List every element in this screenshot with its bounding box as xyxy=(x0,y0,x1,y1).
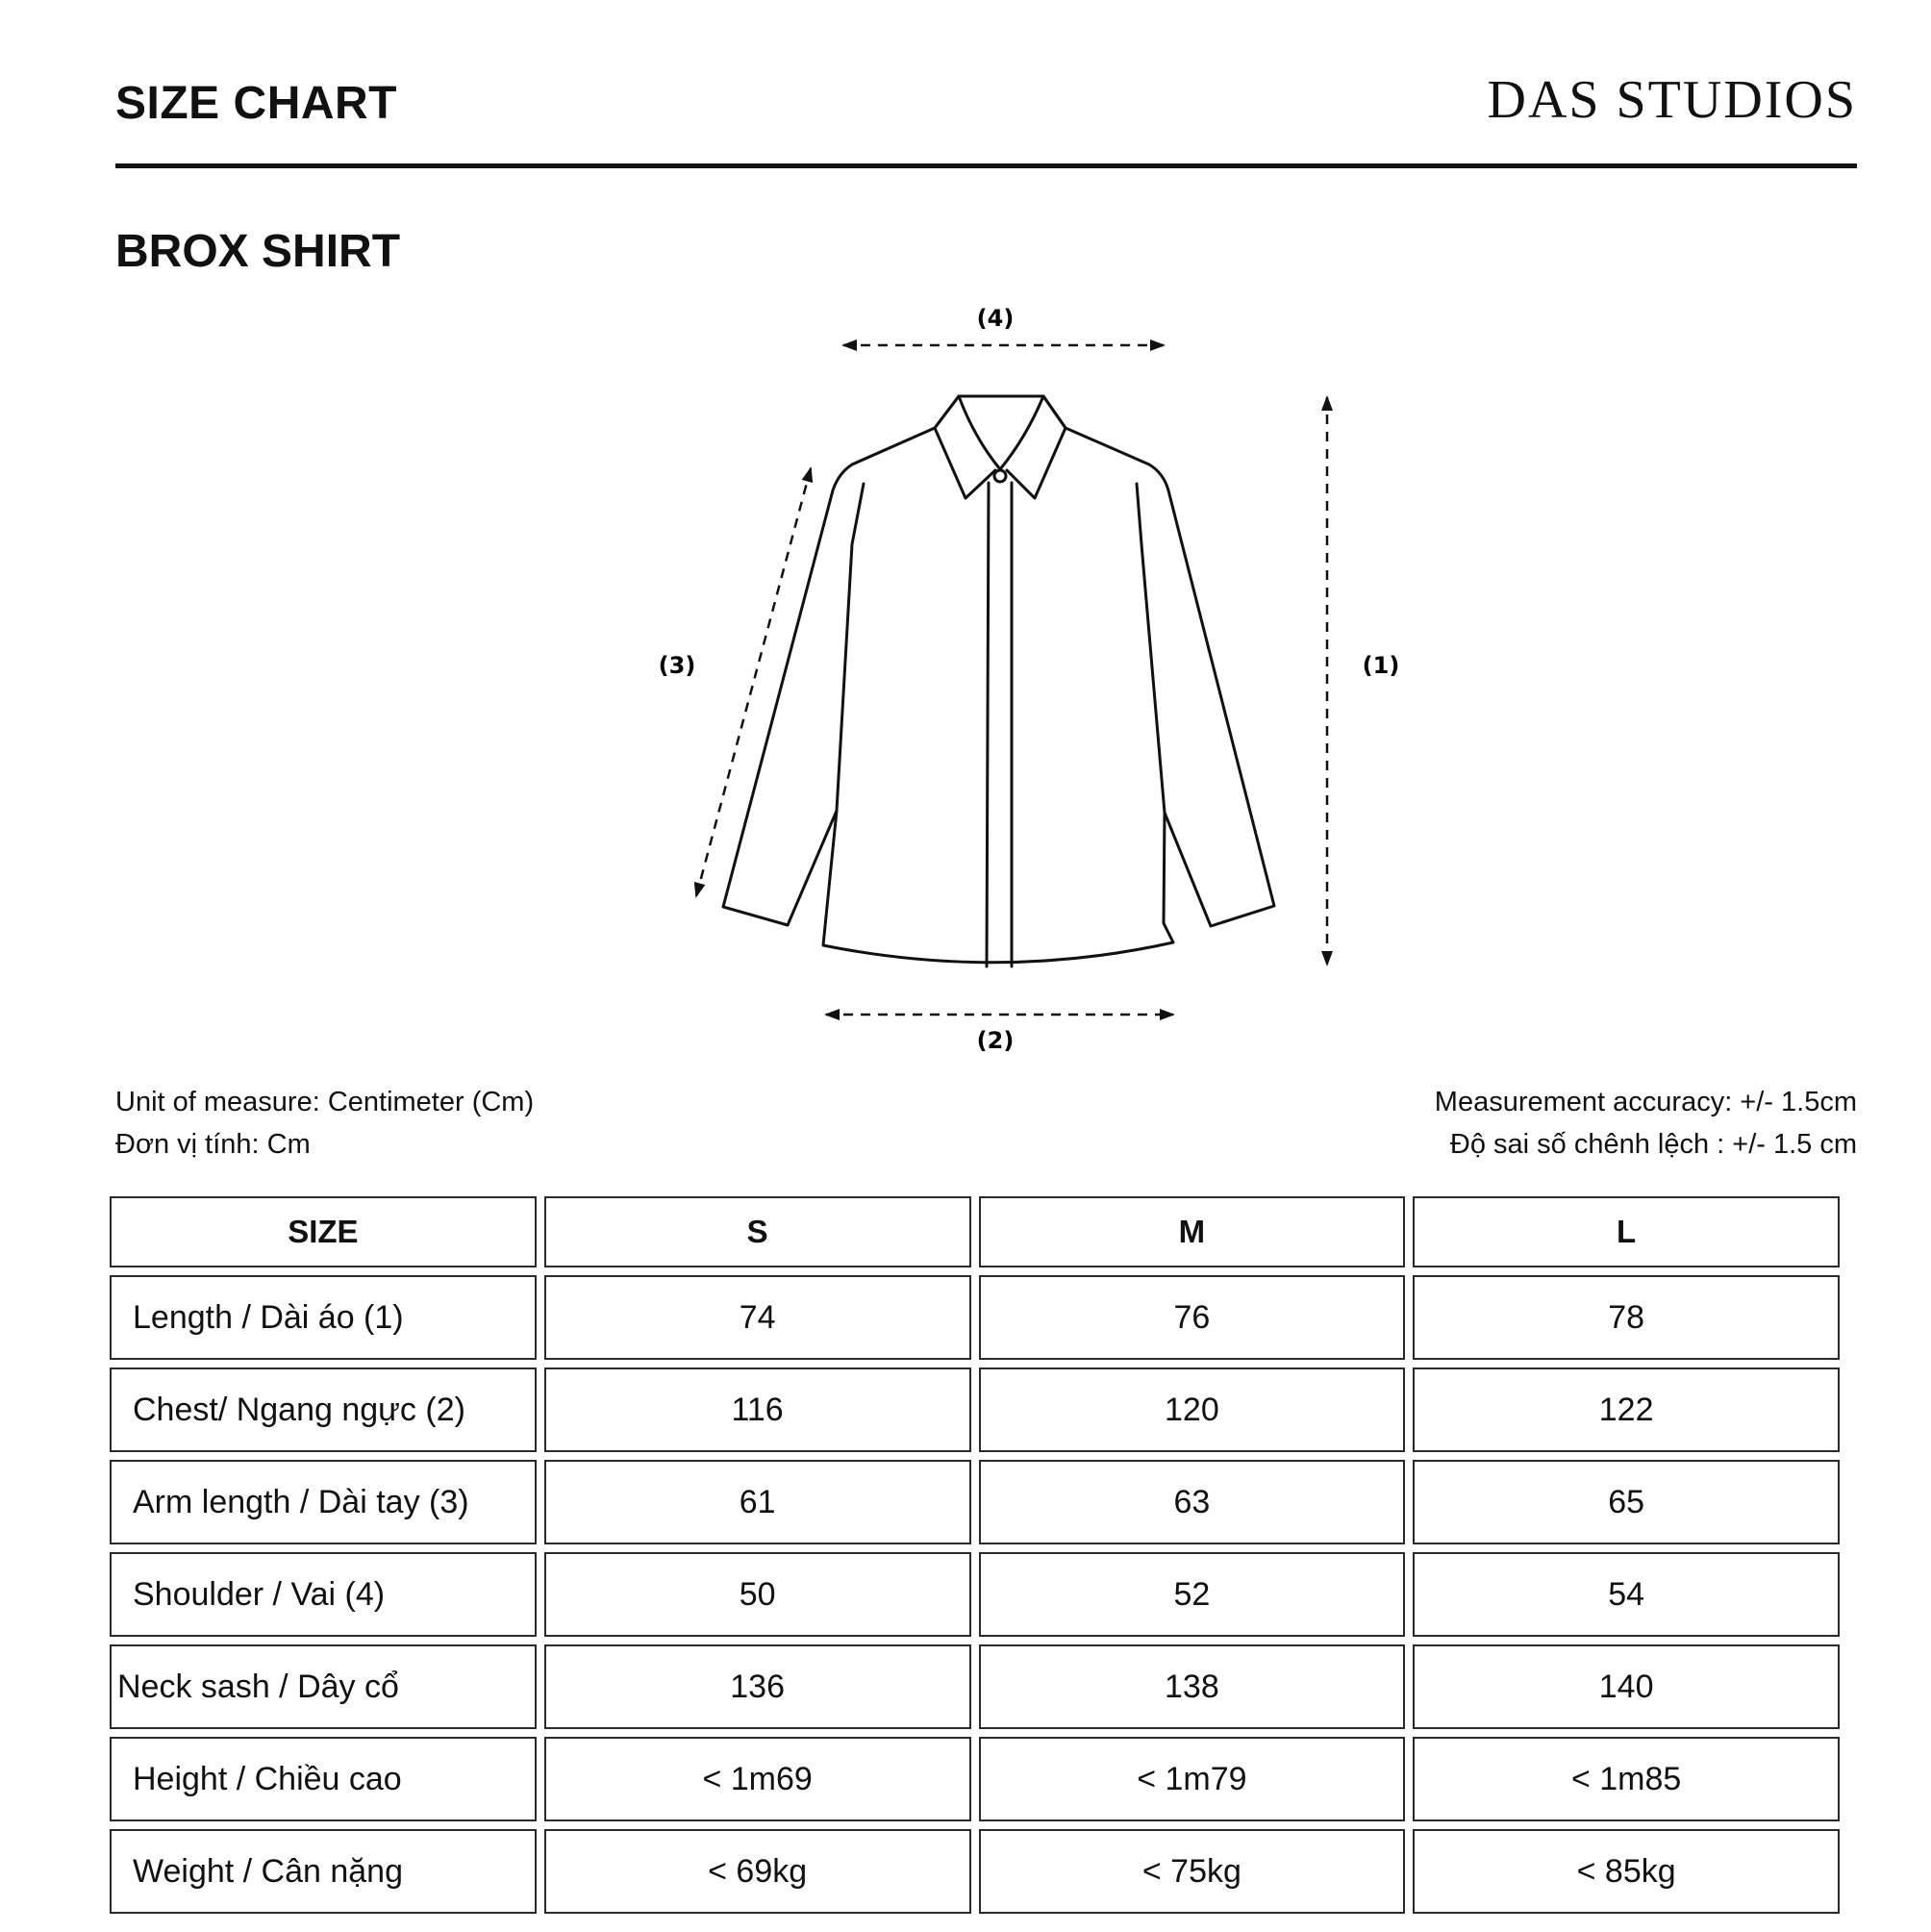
header-s: S xyxy=(544,1196,971,1267)
table-row xyxy=(110,1829,1840,1914)
cell-l: 140 xyxy=(1413,1644,1840,1729)
cell-l: < 85kg xyxy=(1413,1829,1840,1914)
cell-m: 120 xyxy=(979,1367,1406,1452)
arm-label: (3) xyxy=(658,652,696,679)
size-table-header-row xyxy=(110,1196,1840,1267)
row-label: Height / Chiều cao xyxy=(110,1737,537,1821)
cell-s: 50 xyxy=(544,1552,971,1637)
table-row xyxy=(110,1460,1840,1544)
cell-l: 65 xyxy=(1413,1460,1840,1544)
chest-label: (2) xyxy=(976,1027,1015,1054)
cell-m: 76 xyxy=(979,1275,1406,1360)
cell-s: 74 xyxy=(544,1275,971,1360)
table-row xyxy=(110,1552,1840,1637)
header-size: SIZE xyxy=(110,1196,537,1267)
cell-s: 136 xyxy=(544,1644,971,1729)
header-divider xyxy=(115,163,1857,168)
cell-s: 116 xyxy=(544,1367,971,1452)
header-m: M xyxy=(979,1196,1406,1267)
accuracy-note-vi: Độ sai số chênh lệch : +/- 1.5 cm xyxy=(1449,1129,1857,1160)
cell-m: 138 xyxy=(979,1644,1406,1729)
row-label: Weight / Cân nặng xyxy=(110,1829,537,1914)
table-row xyxy=(110,1644,1840,1729)
cell-m: < 75kg xyxy=(979,1829,1406,1914)
shirt-outline-icon xyxy=(723,396,1274,966)
table-row xyxy=(110,1275,1840,1360)
size-table xyxy=(102,1189,1847,1921)
cell-l: 78 xyxy=(1413,1275,1840,1360)
product-title: BROX SHIRT xyxy=(115,226,401,277)
brand-logo: DAS STUDIOS xyxy=(1487,70,1857,130)
cell-s: < 69kg xyxy=(544,1829,971,1914)
unit-note xyxy=(115,1081,534,1166)
row-label: Arm length / Dài tay (3) xyxy=(110,1460,537,1544)
header-l: L xyxy=(1413,1196,1840,1267)
row-label: Chest/ Ngang ngực (2) xyxy=(110,1367,537,1452)
cell-s: 61 xyxy=(544,1460,971,1544)
cell-l: 54 xyxy=(1413,1552,1840,1637)
table-row xyxy=(110,1367,1840,1452)
cell-m: 52 xyxy=(979,1552,1406,1637)
row-label: Length / Dài áo (1) xyxy=(110,1275,537,1360)
size-chart-title: SIZE CHART xyxy=(115,78,397,129)
cell-l: 122 xyxy=(1413,1367,1840,1452)
length-label: (1) xyxy=(1362,652,1400,679)
row-label: Shoulder / Vai (4) xyxy=(110,1552,537,1637)
arm-measure-arrow xyxy=(696,468,811,896)
accuracy-note-en: Measurement accuracy: +/- 1.5cm xyxy=(1434,1087,1857,1117)
measurement-arrows xyxy=(696,345,1327,1015)
shoulder-label: (4) xyxy=(976,305,1015,332)
cell-m: < 1m79 xyxy=(979,1737,1406,1821)
row-label: Neck sash / Dây cổ xyxy=(110,1644,537,1729)
cell-s: < 1m69 xyxy=(544,1737,971,1821)
cell-l: < 1m85 xyxy=(1413,1737,1840,1821)
table-row xyxy=(110,1737,1840,1821)
cell-m: 63 xyxy=(979,1460,1406,1544)
unit-note-en: Unit of measure: Centimeter (Cm) xyxy=(115,1087,535,1117)
accuracy-note xyxy=(1435,1081,1857,1166)
unit-note-vi: Đơn vị tính: Cm xyxy=(115,1129,311,1160)
